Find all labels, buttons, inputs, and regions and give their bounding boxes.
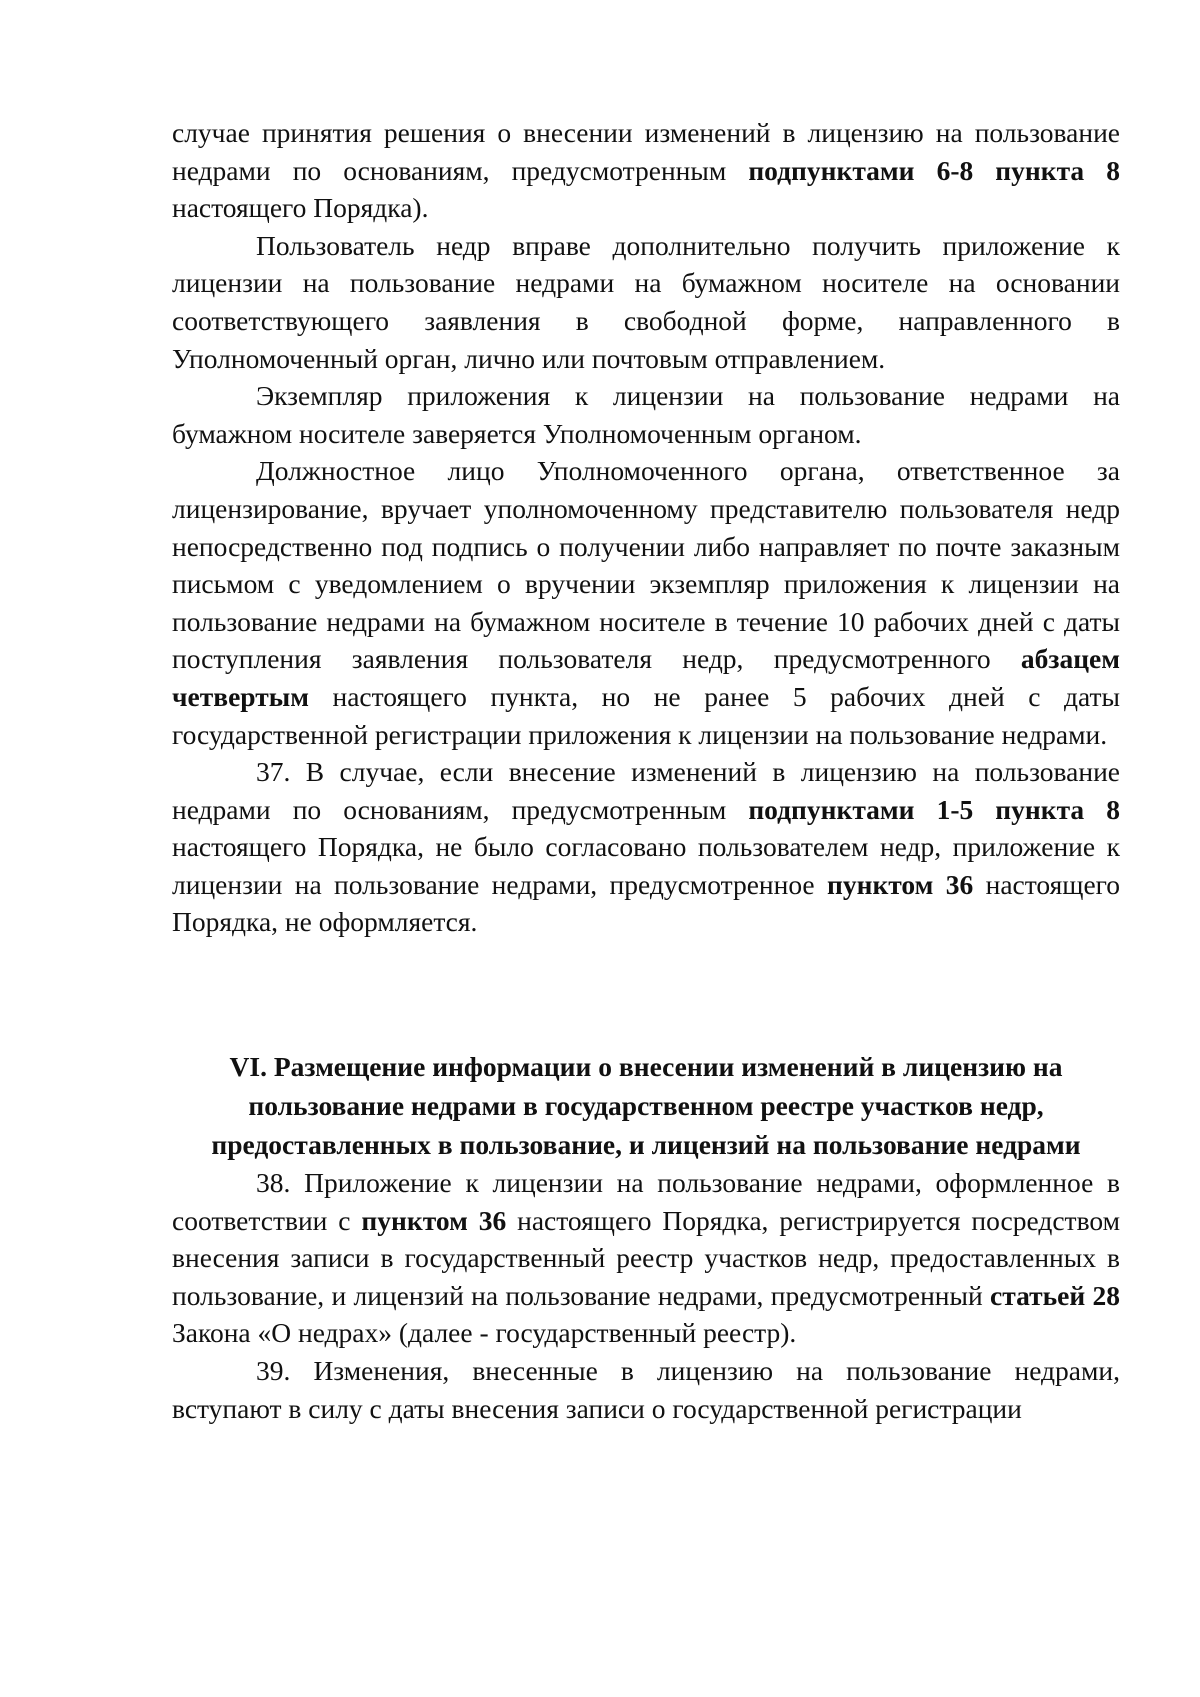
paragraph-continuation xyxy=(172,114,1120,227)
text-run: случае принятия решения о внесении изменений в лицензию на пользование недрами по основаниям, предусмотренным xyxy=(172,117,1120,186)
text-run: Закона «О недрах» (далее - государственный реестр). xyxy=(172,1317,797,1349)
section-heading-line: VI. Размещение информации о внесении изменений в лицензию на xyxy=(229,1051,1063,1083)
section-heading xyxy=(172,1047,1120,1164)
reference-link: абзацем четвертым xyxy=(172,643,1120,712)
reference-link: пунктом 36 xyxy=(361,1204,507,1236)
reference-link: подпунктами 1-5 пункта 8 xyxy=(748,793,1120,825)
text-run: Должностное лицо Уполномоченного органа, ответственное за лицензирование, вручает уполномоченному представителю пользователя недр непосредственно под подпись о получении либо направляет по почте заказным письмом с уведомлением о вручении экземпляр приложения к лицензии на пользование недрами на бумажном носителе в течение 10 рабочих дней с даты поступления заявления пользователя недр, предусмотренного xyxy=(172,455,1120,675)
paragraph-clause-39 xyxy=(172,1352,1120,1427)
text-run: настоящего Порядка, не оформляется. xyxy=(172,868,1121,938)
reference-link: статьей 28 xyxy=(990,1279,1120,1311)
reference-link: пунктом 36 xyxy=(827,868,974,900)
document-body xyxy=(172,114,1120,1427)
paragraph-official-delivery xyxy=(172,452,1120,753)
paragraph-paper-copy-right xyxy=(172,227,1120,377)
text-run: настоящего Порядка, не было согласовано пользователем недр, приложение к лицензии на пользование недрами, предусмотренное xyxy=(172,831,1120,900)
section-heading-line: пользование недрами в государственном реестре участков недр, xyxy=(248,1090,1044,1122)
text-run: настоящего пункта, но не ранее 5 рабочих дней с даты государственной регистрации приложения к лицензии на пользование недрами. xyxy=(172,680,1120,750)
text-run: 37. В случае, если внесение изменений в лицензию на пользование недрами по основаниям, предусмотренным xyxy=(172,756,1120,825)
section-heading-line: предоставленных в пользование, и лицензий на пользование недрами xyxy=(211,1129,1081,1161)
paragraph-clause-38 xyxy=(172,1164,1120,1352)
text-run: Пользователь недр вправе дополнительно получить приложение к лицензии на пользование недрами на бумажном носителе на основании соответствующего заявления в свободной форме, направленного в Уполномоченный орган, лично или почтовым отправлением. xyxy=(172,229,1120,374)
text-run: 39. Изменения, внесенные в лицензию на пользование недрами, вступают в силу с даты внесения записи о государственной регистрации xyxy=(172,1355,1120,1424)
text-run: настоящего Порядка). xyxy=(172,192,429,224)
text-run: Экземпляр приложения к лицензии на пользование недрами на бумажном носителе заверяется Уполномоченным органом. xyxy=(172,380,1120,449)
text-run: 38. Приложение к лицензии на пользование недрами, оформленное в соответствии с xyxy=(172,1167,1120,1236)
paragraph-copy-certification xyxy=(172,377,1120,452)
text-run: настоящего Порядка, регистрируется посредством внесения записи в государственный реестр участков недр, предоставленных в пользование, и лицензий на пользование недрами, предусмотренный xyxy=(172,1204,1120,1311)
reference-link: подпунктами 6-8 пункта 8 xyxy=(748,154,1120,186)
paragraph-clause-37 xyxy=(172,753,1120,941)
